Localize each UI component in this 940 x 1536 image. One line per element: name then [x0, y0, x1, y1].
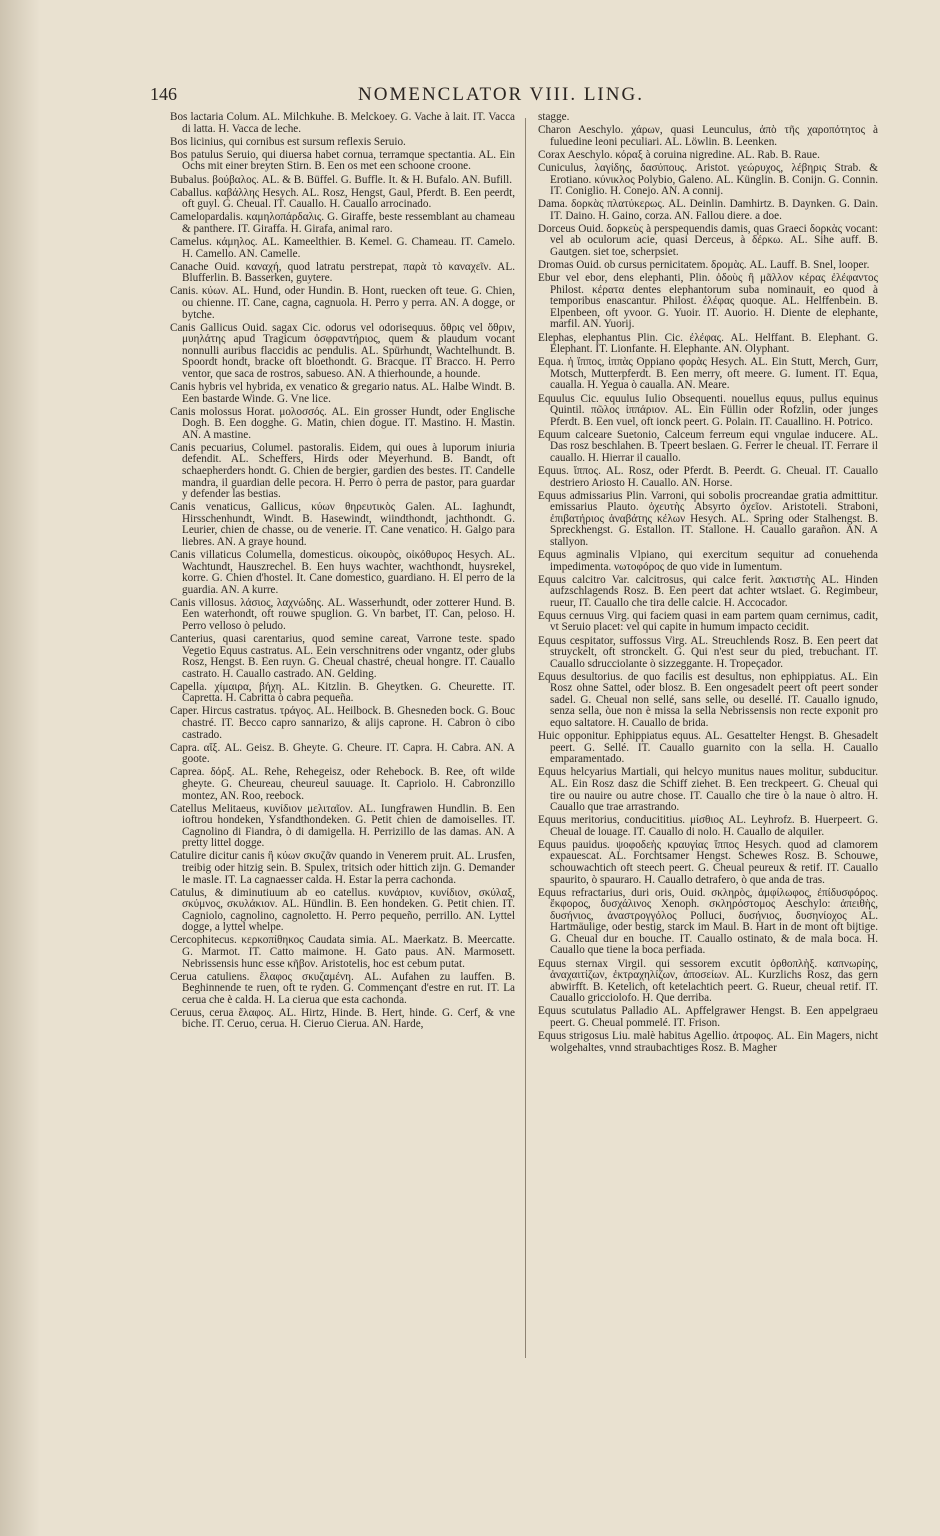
dictionary-entry: Ebur vel ebor, dens elephanti, Plin. ὀδοὺς ἢ μᾶλλον κέρας ἐλέφαντος Philost. κέρατα dentes elephantorum suba nominauit, eo quod à temporibus enascantur. Philost. ἐλέφας quoque. AL. Helffenbein. B. Elpenbeen, oft yvoor. G. Yuoir. IT. Auorio. H. Diente de elephante, marfil. AN. Yuorij. — [538, 272, 878, 331]
dictionary-entry: Corax Aeschylo. κόραξ à coruina nigredine. AL. Rab. B. Raue. — [538, 148, 820, 161]
dictionary-entry: Equus scutulatus Palladio AL. Apffelgrawer Hengst. B. Een appelgraeu peert. G. Cheual pommelé. IT. Frison. — [538, 1005, 878, 1029]
dictionary-entry: Equus meritorius, conducititius. μίσθιος AL. Leyhrofz. B. Huerpeert. G. Cheual de louage. IT. Cauallo di nolo. H. Cauallo de alquiler. — [538, 814, 878, 838]
dictionary-entry: Canterius, quasi carentarius, quod semine careat, Varrone teste. spado Vegetio Equus castratus. AL. Eein verschnitrens oder vngantz, oder glubs Rosz, Hengst. B. Een ruyn. G. Cheual chastré, cheual hongre. IT. Cauallo castrato. H. Cauallo castrado. AN. Gelding. — [170, 633, 515, 680]
dictionary-entry: Equus desultorius. de quo facilis est desultus, non ephippiatus. AL. Ein Rosz ohne Sattel, oder blosz. B. Een ongesadelt peert oft peert sonder sadel. G. Cheual non sellé, sans selle, ou desellé. IT. Cauallo ignudo, senza sella, òue non è missa la sella Nebrissensis non recte exponit pro equo saltatore. H. Cauallo de brida. — [538, 670, 878, 730]
column-divider — [525, 118, 526, 1358]
dictionary-entry: Canis villaticus Columella, domesticus. οἰκουρὸς, οἰκόθυρος Hesych. AL. Wachtundt, Hauszrechel. B. Een huys wachter, wachthondt, huysrekel, korre. G. Chien d'hostel. It. Cane domestico, guardiano. H. El perro de la guardia. AN. A kurre. — [170, 549, 515, 596]
dictionary-entry: Canis venaticus, Gallicus, κύων θηρευτικὸς Galen. AL. Iaghundt, Hirsschenhundt, Windt. B. Hasewindt, wiindthondt, jachthondt. G. Leurier, chien de chasse, ou de venerie. IT. Cane venatico. H. Galgo para liebres. AN. A graye hound. — [170, 501, 515, 548]
running-head: NOMENCLATOR VIII. LING. — [358, 84, 644, 105]
dictionary-entry: Cuniculus, λαγίδης, δασύπους. Aristot. γεώρυχος, λέβηρις Strab. & Erotiano. κύνικλος Polybio, Galeno. AL. Künglin. B. Conijn. G. Connin. IT. Coniglio. H. Conejo. AN. A connij. — [538, 161, 878, 198]
dictionary-entry: Equus helcyarius Martiali, qui helcyo munitus naues molitur, subducitur. AL. Ein Rosz dasz die Schiff ziehet. B. Een treckpeert. G. Cheual qui tire ou nauire ou autre chose. IT. Cauallo che tire ò la naue ò altro. H. Cauallo que trae arrastrando. — [538, 766, 878, 814]
dictionary-entry: Equus cespitator, suffossus Virg. AL. Streuchlends Rosz. B. Een peert dat struyckelt, oft stronckelt. G. Qui n'est seur du pied, trebuchant. IT. Cauallo sdrucciolante ò sizzeggante. H. Tropeçador. — [538, 634, 878, 670]
dictionary-entry: Equus admissarius Plin. Varroni, qui sobolis procreandae gratia admittitur. emissarius Plauto. ὀχευτὴς Absyrto ὀχεῖον. Aristoteli. Straboni, ἐπιβατήριος ἀναβάτης κέλων Hesych. AL. Spring oder Stalhengst. B. Spreckhengst. G. Estallon. IT. Stallone. H. Cauallo garañon. AN. A stallyon. — [538, 489, 878, 548]
dictionary-entry: Canis hybris vel hybrida, ex venatico & gregario natus. AL. Halbe Windt. B. Een bastarde Winde. G. Vne lice. — [170, 380, 515, 405]
dictionary-entry: Dama. δορκὰς πλατύκερως. AL. Deinlin. Damhirtz. B. Daynken. G. Dain. IT. Daino. H. Gaino, corza. AN. Fallou diere. a doe. — [538, 198, 878, 222]
dictionary-entry: Equus cernuus Virg. qui faciem quasi in eam partem quam cernimus, cadit, vt Seruio placet: vel qui capite in humum impacto cecidit. — [538, 609, 878, 634]
dictionary-entry: Camelus. κάμηλος. AL. Kameelthier. B. Kemel. G. Chameau. IT. Camelo. H. Camello. AN. Camelle. — [170, 236, 515, 260]
dictionary-entry: Ceruus, ceruа ἔλαφος. AL. Hirtz, Hinde. B. Hert, hinde. G. Cerf, & vne biche. IT. Ceruo, ceruа. H. Cieruo Cierua. AN. Harde, — [170, 1006, 515, 1031]
dictionary-entry: Equulus Cic. equulus Iulio Obsequenti. nouellus equus, pullus equinus Quintil. πῶλος ἱππάριον. AL. Ein Füllin oder Rofzlin, oder junges Pferdt. B. Een vuel, oft ionck peert. G. Polain. IT. Cauallino. H. Potrico. — [538, 392, 878, 428]
right-column — [538, 112, 878, 1056]
dictionary-entry: Equus pauidus. ψοφοδεὴς κραυγίας ἵππος Hesych. quod ad clamorem expauescat. AL. Forchtsamer Hengst. Schewes Rosz. B. Schouwe, schouwachtich oft steech peert. G. Cheual peureux & retif. IT. Cauallo spaurito, ò spauraro. H. Cauallo detrafero, ò que anda de tras. — [538, 838, 878, 886]
dictionary-entry: Canis Gallicus Ouid. sagax Cic. odorus vel odorisequus. ὄθρις vel ὄθριν, μυηλάτης apud Tragicum ὀσφραντήριος, quem & plaudum vocant nonnulli auribus flaccidis ac pendulis. AL. Spürhundt, Wachtelhundt. B. Spoordt hondt, bracke oft bloethondt. G. Bracque. IT Bracco. H. Perro ventor, que saca de rostros, sabueso. AN. A thierhounde, a hounde. — [170, 321, 515, 380]
dictionary-entry: Equus agminalis Vlpiano, qui exercitum sequitur ad conuehenda impedimenta. νωτοφόρος de quo vide in Iumentum. — [538, 549, 878, 573]
dictionary-entry: Equus sternax Virgil. qui sessorem excutit ὀρθοπλὴξ. καπνωρίης, ἀναχαιτίζων, ἐκτραχηλίζων, ἀποσείων. AL. Kurzlichs Rosz, das gern abwirfft. B. Ketelich, oft ketelachtich peert. G. Rueur, cheual retif. IT. Cauallo gricciolofo. H. Que derriba. — [538, 957, 878, 1005]
dictionary-entry: Equus calcitro Var. calcitrosus, qui calce ferit. λακτιστὴς AL. Hinden aufzschlagends Rosz. B. Een peert dat achter wtslaet. G. Regimbeur, rueur, IT. Cauallo che tira delle calcie. H. Accocador. — [538, 573, 878, 609]
dictionary-entry: Camelopardalis. καμηλοπάρδαλις. G. Giraffe, beste ressemblant au chameau & panthere. IT. Giraffa. H. Girafa, animal raro. — [170, 211, 515, 235]
dictionary-entry: Bubalus. βούβαλος. AL. & B. Büffel. G. Buffle. It. & H. Bufalo. AN. Bufill. — [170, 173, 513, 186]
page-number: 146 — [150, 84, 177, 104]
dictionary-entry: Equus strigosus Liu. malè habitus Agellio. ἀτροφος. AL. Ein Magers, nicht wolgehaltes, vnnd straubachtiges Rosz. B. Magher — [538, 1030, 878, 1054]
dictionary-entry: Cercophitecus. κερκοπίθηκος Caudata simia. AL. Maerkatz. B. Meercatte. G. Marmot. IT. Catto maimone. H. Gato paus. AN. Marmosett. Nebrissensis hunc esse κῆβον. Aristotelis, hoc est cebum putat. — [170, 934, 515, 970]
dictionary-entry: Catulus, & diminutiuum ab eo catellus. κυνάριον, κυνίδιον, σκύλαξ, σκύμνος, σκυλάκιον. AL. Hündlin. B. Een hondeken. G. Petit chien. IT. Cagniolo, cagnolino, cagnoletto. H. Perro pequeño, perrillo. AN. Lyttel dogge, a lyttel whelpe. — [170, 886, 515, 934]
dictionary-entry: Elephas, elephantus Plin. Cic. ἐλέφας. AL. Helffant. B. Elephant. G. Elephant. IT. Lionfante. H. Elephante. AN. Olyphant. — [538, 331, 878, 356]
left-column — [170, 112, 515, 1033]
dictionary-entry: Equum calceare Suetonio, Calceum ferreum equi vngulae inducere. AL. Das rosz beschlahen. B. Tpeert beslaen. G. Ferrer le cheual. IT. Ferrare il cauallo. H. Hierrar il cauallo. — [538, 428, 878, 464]
dictionary-entry: Bos patulus Seruio, qui diuersa habet cornua, terramque spectantia. AL. Ein Ochs mit einer breyten Stirn. B. Een os met een schoone croone. — [170, 148, 515, 173]
dictionary-entry: Catulire dicitur canis ἢ κύων σκυζᾶν quando in Venerem pruit. AL. Lrusfen, treibig oder hitzig sein. B. Spulex, tritsich oder hittich zijn. G. Demander le masle. IT. La cagnaesser calda. H. Estar la perra cachonda. — [170, 850, 515, 886]
dictionary-entry: Equus. ἵππος. AL. Rosz, oder Pferdt. B. Peerdt. G. Cheual. IT. Cauallo destriero Ariosto H. Cauallo. AN. Horse. — [538, 464, 878, 489]
dictionary-entry: Bos lactaria Colum. AL. Milchkuhe. B. Melckoey. G. Vache à lait. IT. Vacca di latta. H. Vacca de leche. — [170, 111, 515, 135]
dictionary-entry: Dorceus Ouid. δορκεὺς à perspequendis damis, quas Graeci δορκὰς vocant: vel ab oculorum acie, quasi Derceus, à δέρκω. AL. Sihe auff. B. Gautgen. siet toe, scherpsiet. — [538, 222, 878, 258]
dictionary-entry: Canis villosus. λάσιος, λαχνώδης. AL. Wasserhundt, oder zotterer Hund. B. Een waterhondt, oft rouwe spuglion. G. Vn barbet, IT. Can, peloso. H. Perro velloso ò peludo. — [170, 596, 515, 632]
dictionary-entry: Bos licinius, qui cornibus est sursum reflexis Seruio. — [170, 135, 406, 148]
dictionary-entry: Equa. ἡ ἵππος, ἱππὰς Oppiano φορὰς Hesych. AL. Ein Stutt, Merch, Gurr, Motsch, Mutterpferdt. B. Een merry, oft meere. G. Iument. IT. Equa, caualla. H. Yegua ò caualla. AN. Meare. — [538, 356, 878, 392]
dictionary-entry: Canis molossus Horat. μολοσσός. AL. Ein grosser Hundt, oder Englische Dogh. B. Een dogghe. G. Matin, chien dogue. IT. Mastino. H. Mastin. AN. A mastine. — [170, 405, 515, 441]
dictionary-entry: Catellus Melitaeus, κυνίδιον μελιταῖον. AL. Iungfrawen Hundlin. B. Een ioftrou hondeken, Ysfandthondeken. G. Petit chien de damoiselles. IT. Cagnolino di Fiandra, ò di damigella. H. Perrizillo de las damas. AN. A pretty littel dogge. — [170, 802, 515, 850]
dictionary-entry: Huic opponitur. Ephippiatus equus. AL. Gesattelter Hengst. B. Ghesadelt peert. G. Sellé. IT. Cauallo guarnito con la sella. H. Cauallo emparamentado. — [538, 730, 878, 766]
dictionary-entry: Charon Aeschylo. χάρων, quasi Leunculus, ἀπὸ τῆς χαροπότητος à fuluedine leoni peculiari. AL. Löwlin. B. Leenken. — [538, 124, 878, 148]
dictionary-entry: Capella. χίμαιρα, βήχη. AL. Kitzlin. B. Gheytken. G. Cheurette. IT. Capretta. H. Cabritta ò cabra pequeña. — [170, 680, 515, 705]
page-header — [150, 84, 710, 110]
dictionary-entry: Equus refractarius, duri oris, Ouid. σκληρὸς, ἀμφίλωφος, ἐπίδυσφόρος. ἔκφορος, δυσχάλινος Xenoph. σκληρόστομος Aeschylo: ἀπειθὴς, δυσήνιος, ἀναστρογγόλος Polluci, δυσήνιος, δυσηνίοχος AL. Hartmäulige, oder bestig, starck im Maul. B. Hart in de mont oft bijtige. G. Cheual dur en bouche. IT. Cauallo ostinato, & de mala boca. H. Cauallo que tiene la boca perfiada. — [538, 886, 878, 957]
dictionary-entry: Ceruа catuliens. ἔλαφος σκυζαμένη. AL. Aufahen zu lauffen. B. Beghinnende te ruen, oft te ryden. G. Commençant d'estre en rut. IT. La ceruа che è calda. H. La cierua que esta cachonda. — [170, 970, 515, 1006]
dictionary-entry: Canis pecuarius, Columel. pastoralis. Eidem, qui oues à luporum iniuria defendit. AL. Scheffers, Hirds oder Meyerhund. B. Bandt, oft schaepherders hondt. G. Chien de bergier, gardien des bestes. IT. Candelle mandra, il guardian delle pecora. H. Perro ò perra de pastor, para guardar y defender las bestias. — [170, 441, 515, 501]
dictionary-entry: Caper. Hircus castratus. τράγος. AL. Heilbock. B. Ghesneden bock. G. Bouc chastré. IT. Becco capro sannarizo, & alijs caprone. H. Cabron ò cibo castrado. — [170, 705, 515, 741]
dictionary-entry: Canis. κύων. AL. Hund, oder Hundin. B. Hont, ruecken oft teue. G. Chien, ou chienne. IT. Cane, cagna, cagnuola. H. Perro y perra. AN. A dogge, or bytche. — [170, 285, 515, 321]
dictionary-entry: Canache Ouid. καναχή, quod latratu perstrepat, παρὰ τὸ καναχεῖν. AL. Blufferlin. B. Basserken, guytere. — [170, 260, 515, 285]
dictionary-entry: Capra. αἴξ. AL. Geisz. B. Gheyte. G. Cheure. IT. Capra. H. Cabra. AN. A goote. — [170, 741, 515, 766]
dictionary-entry: Dromas Ouid. ob cursus pernicitatem. δρομὰς. AL. Lauff. B. Snel, looper. — [538, 259, 870, 272]
dictionary-entry: stagge. — [538, 111, 570, 123]
dictionary-entry: Caballus. καβάλλης Hesych. AL. Rosz, Hengst, Gaul, Pferdt. B. Een peerdt, oft guyl. G. Cheual. IT. Cauallo. H. Cauallo arrocinado. — [170, 186, 515, 211]
dictionary-entry: Caprea. δόρξ. AL. Rehe, Rehegeisz, oder Rehebock. B. Ree, oft wilde gheyte. G. Cheureau, cheureul sauuage. It. Capriolo. H. Cabronzillo montez, AN. Roo, reebock. — [170, 766, 515, 802]
